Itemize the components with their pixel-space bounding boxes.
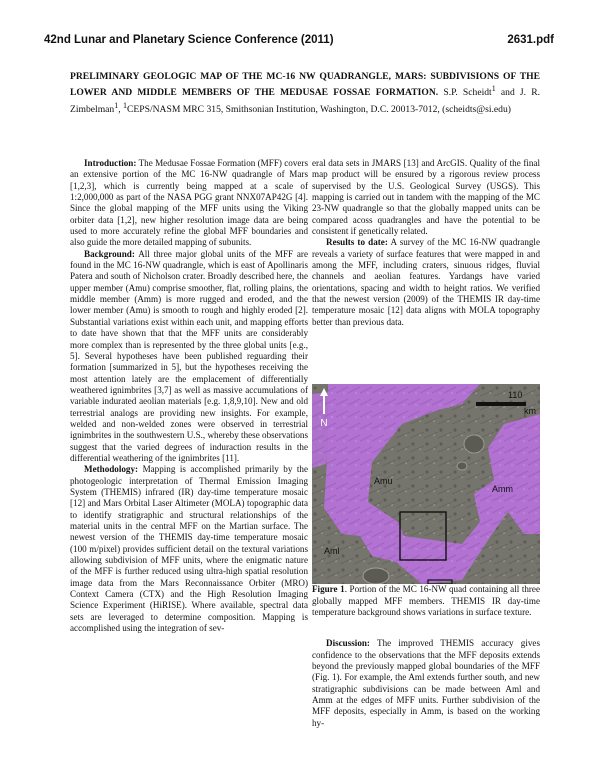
title-comma: , <box>118 103 124 115</box>
scale-value: 110 <box>508 390 523 401</box>
discussion-text: The improved THEMIS accuracy gives confidence to the observations that the MFF deposits extends beyond the previously mapped global boundaries of the MFF (Fig. 1). For example, the Aml extends further south, and new stratigraphic subdivisions can be made between Aml and Amm at the edges of MFF units. Further subdivision of the MFF deposits, especially in Amm, is based on the working hy- <box>312 638 540 728</box>
label-amm: Amm <box>492 484 513 495</box>
affiliation: CEPS/NASM MRC 315, Smithsonian Institution, Washington, D.C. 20013-7012, (scheidts@si.edu) <box>127 103 511 115</box>
background-text: All three major global units of the MFF are found in the MC 16-NW quadrangle, which is east of Apollinaris Patera and south of Nicholson crater. Broadly described here, the upper member (Amu) comprise smoother, flat, rolling plains, the middle member (Amm) is more rugged and eroded, and the lower member (Amu) is smooth to rough and highly eroded [2]. Substantial variations exist within each unit, and mapping efforts to date have shown that that the MFF units are considerably more complex than is represented by the three global units [e.g., 5]. Several hypotheses have been published reguarding their formation [summarized in 5], but the hypotheses receiving the most attention lately are the emplacement of differentially weathered ignimbrites [3,7] as well as massive accumulations of variable indurated aeolian materials [e.g. 1,8,9,10]. New and old terrestrial analogs are providing new insights. For example, welded and non-welded zones were observed in terrestrial ignimbrites in the southwestern U.S., whereby these observations suggest that the varied degrees of induraction results in the differential weathering of the ignimbrites [11]. <box>70 248 308 463</box>
intro-heading: Introduction: <box>84 158 137 168</box>
author-2: and J. R. Zimbelman <box>70 87 540 115</box>
author-2-affil: 1 <box>114 100 119 110</box>
figure-caption <box>312 584 540 618</box>
intro-paragraph <box>70 158 308 249</box>
author-1-affil: 1 <box>491 84 496 94</box>
caption-text: . Portion of the MC 16-NW quad containing all three globally mapped MFF members. THEMIS IR day-time temperature background shows variations in surface texture. <box>312 584 540 617</box>
north-arrow-shaft <box>323 396 325 414</box>
results-paragraph <box>312 237 540 328</box>
label-aml: Aml <box>324 546 340 557</box>
background-heading: Background: <box>84 248 135 259</box>
discussion-paragraph <box>312 638 540 729</box>
methodology-heading: Methodology: <box>84 464 139 475</box>
scale-unit: km <box>524 406 536 417</box>
crater <box>457 462 467 470</box>
abstract-id: 2631.pdf <box>507 34 554 46</box>
crater <box>363 568 389 584</box>
label-amu: Amu <box>374 476 393 487</box>
paper-title: PRELIMINARY GEOLOGIC MAP OF THE MC-16 NW QUADRANGLE, MARS: SUBDIVISIONS OF THE LOWER AND MIDDLE MEMBERS OF THE MEDUSAE FOSSAE FORMATION. <box>70 71 540 99</box>
title-block <box>70 71 540 116</box>
conference-header: 42nd Lunar and Planetary Science Conference (2011) <box>44 34 334 46</box>
discussion-heading: Discussion: <box>326 638 370 649</box>
methodology-paragraph <box>70 464 308 634</box>
scale-bar <box>476 402 526 406</box>
background-paragraph <box>70 249 308 465</box>
crater <box>464 435 484 453</box>
north-label: N <box>320 418 328 430</box>
continued-text: eral data sets in JMARS [13] and ArcGIS. Quality of the final map product will be ensured by a rigorous review process supervised by the U.S. Geological Survey (USGS). This mapping is carried out in tandem with the mapping of the MC 23-NW quadrangle so that the globally mapped units can be compared acoss quadrangles and have the potential to be consistent if genetically related. <box>312 158 540 237</box>
methodology-text: Mapping is accomplished primarily by the photogeologic interpretation of Thermal Emission Imaging System (THEMIS) infrared (IR) day-time temperature mosaic [12] and Mars Orbital Laser Altimeter (MOLA) topographic data to identify stratigraphic and structural relationships of the material units in the central MFF on the Martian surface. The newest version of the THEMIS day-time temperature mosaic (100 m/pixel) provides sufficient detail on the textural variations allowing subdivision of MFF units, where the enigmatic nature of the MFF is further reduced using ultra-high spatial resolution image data from the Mars Reconnaissance Orbiter (MRO) Context Camera (CTX) and the High Resolution Imaging Science Experiment (HiRISE). Where available, spectral data sets are leveraged to determine composition. Mapping is accomplished using the integration of sev- <box>70 464 308 634</box>
results-text: A survey of the MC 16-NW quadrangle reveals a variety of surface features that were mapped in and among the MFF, including craters, sinuous ridges, fluvial channels and aeolian features. Yardangs have varied orientations, spacing and width to height ratios. We verified that the newest version (2009) of the THEMIS IR day-time temperature mosaic [12] data aligns with MOLA topography better than previous data. <box>312 237 540 327</box>
author-1: S.P. Scheidt <box>443 87 492 99</box>
right-column <box>312 158 540 729</box>
figure-1-map <box>312 384 540 584</box>
left-column <box>70 158 308 634</box>
intro-text: The Medusae Fossae Formation (MFF) covers an extensive portion of the MC 16-NW quadrangle of Mars [1,2,3], which is currently being mapped at a scale of 1:2,000,000 as part of the NASA PGG grant NNX07AP42G [4]. Since the global mapping of the MFF units using the Viking orbiter data [1,2], new higher resolution image data are being used to more accurately refine the global MFF boundaries and also guide the more detailed mapping of subunits. <box>70 158 309 248</box>
map-image <box>312 384 540 584</box>
affiliation-marker: 1 <box>123 100 128 110</box>
results-heading: Results to date: <box>326 237 388 248</box>
continued-paragraph <box>312 158 540 237</box>
caption-label: Figure 1 <box>312 584 345 595</box>
